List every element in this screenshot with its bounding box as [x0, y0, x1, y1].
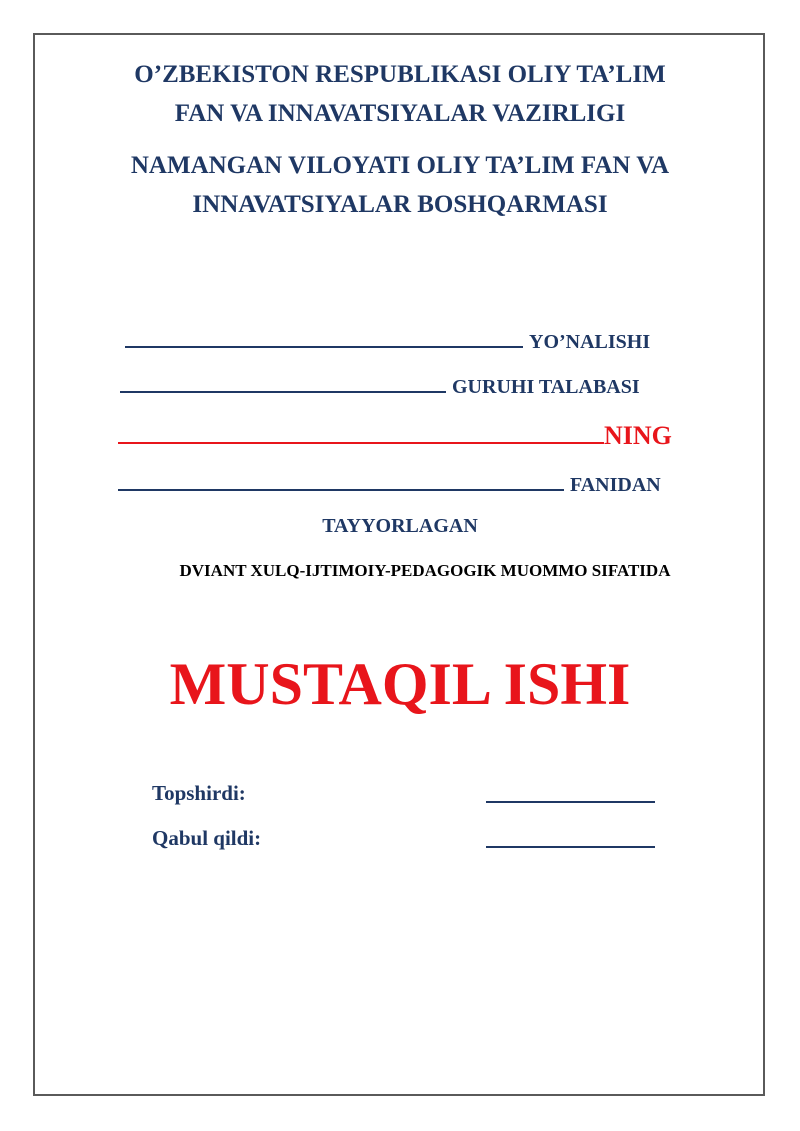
region-title-line-1: NAMANGAN VILOYATI OLIY TA’LIM FAN VA [130, 152, 670, 179]
ministry-title-line-2: FAN VA INNAVATSIYALAR VAZIRLIGI [174, 100, 626, 127]
accepted-signature-blank[interactable] [486, 824, 655, 848]
prepared-label: TAYYORLAGAN [322, 515, 478, 537]
direction-blank[interactable] [125, 326, 523, 348]
ministry-title-line-1: O’ZBEKISTON RESPUBLIKASI OLIY TA’LIM [134, 61, 666, 88]
region-title-line-2: INNAVATSIYALAR BOSHQARMASI [192, 191, 608, 218]
group-label: GURUHI TALABASI [452, 376, 640, 398]
submitted-signature-blank[interactable] [486, 779, 655, 803]
direction-label: YO’NALISHI [529, 331, 651, 353]
accepted-label: Qabul qildi: [152, 826, 262, 850]
student-name-blank[interactable] [118, 418, 604, 444]
subject-blank[interactable] [118, 469, 564, 491]
topic-title: DVIANT XULQ-IJTIMOIY-PEDAGOGIK MUOMMO SIFATIDA [179, 561, 671, 580]
student-suffix: NING [604, 421, 672, 450]
group-row [120, 371, 640, 400]
subject-row [118, 469, 661, 498]
student-row [118, 418, 672, 452]
subject-label: FANIDAN [570, 474, 661, 496]
direction-row [125, 326, 650, 355]
group-blank[interactable] [120, 371, 446, 393]
document-title: MUSTAQIL ISHI [169, 651, 631, 717]
submitted-label: Topshirdi: [152, 781, 246, 805]
